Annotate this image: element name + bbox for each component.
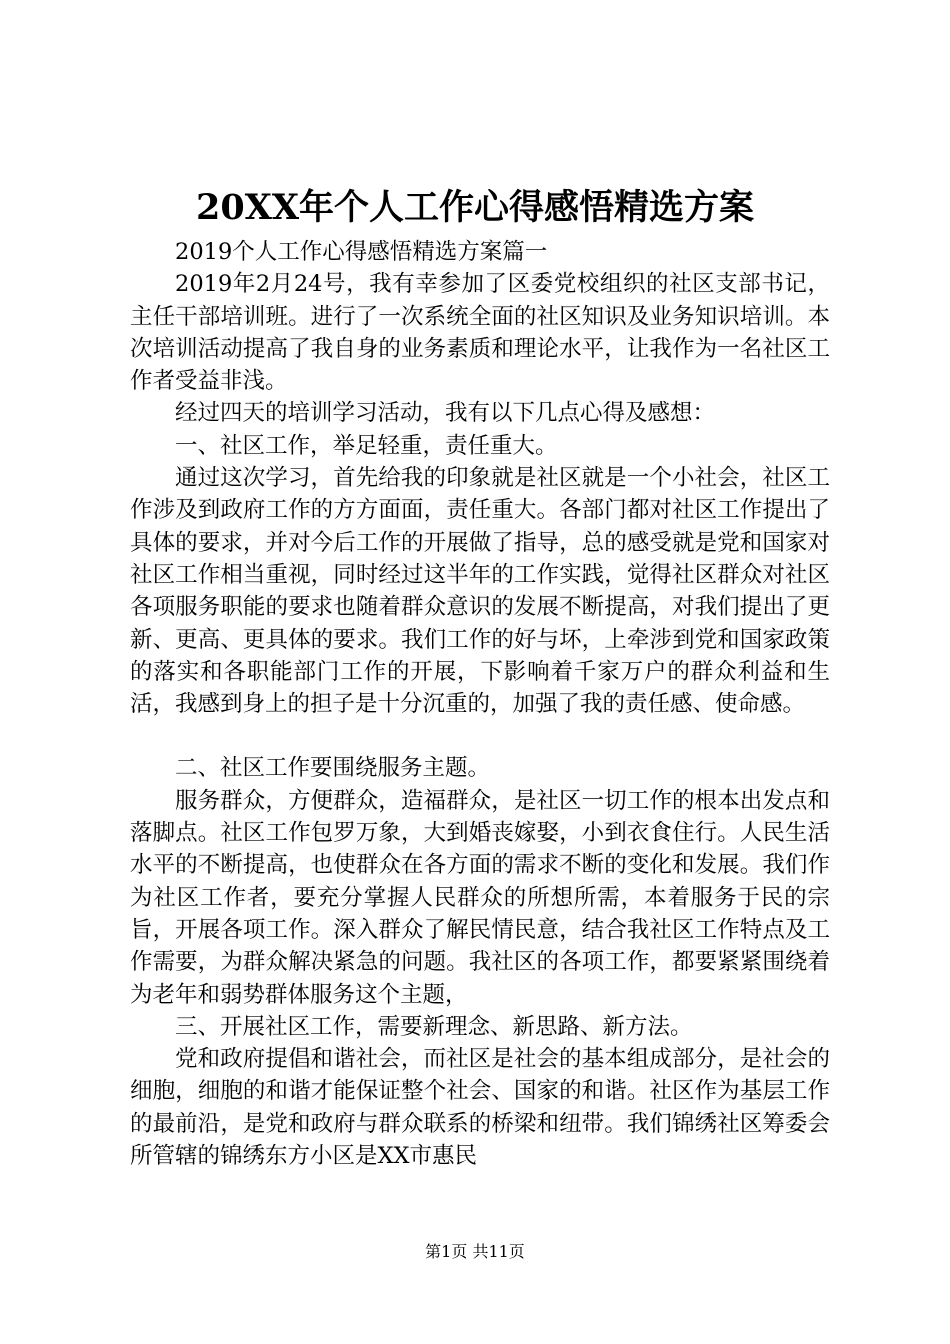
- section-heading: 一、社区工作，举足轻重，责任重大。: [175, 432, 558, 459]
- section-heading: 三、开展社区工作，需要新理念、新思路、新方法。: [175, 1013, 693, 1040]
- page-footer: 第1页 共11页: [425, 1242, 525, 1261]
- document-title: 20XX年个人工作心得感悟精选方案: [195, 187, 755, 228]
- paragraph: 服务群众，方便群众，造福群众，是社区一切工作的根本出发点和落脚点。社区工作包罗万象，大到婚丧嫁娶，小到衣食住行。人民生活水平的不断提高，也使群众在各方面的需求不断的变化和发展。我们作为社区工作者，要充分掌握人民群众的所想所需，本着服务于民的宗旨，开展各项工作。深入群众了解民情民意，结合我社区工作特点及工作需要，为群众解决紧急的问题。我社区的各项工作，都要紧紧围绕着为老年和弱势群体服务这个主题，: [130, 787, 830, 1008]
- paragraph: 党和政府提倡和谐社会，而社区是社会的基本组成部分，是社会的细胞，细胞的和谐才能保证整个社会、国家的和谐。社区作为基层工作的最前沿，是党和政府与群众联系的桥梁和纽带。我们锦绣社区筹委会所管辖的锦绣东方小区是XX市惠民: [130, 1046, 830, 1170]
- document-body: [130, 236, 830, 1172]
- section-heading: 二、社区工作要围绕服务主题。: [175, 755, 491, 782]
- section-heading: 2019个人工作心得感悟精选方案篇一: [175, 239, 548, 265]
- paragraph: 经过四天的培训学习活动，我有以下几点心得及感想：: [175, 400, 716, 427]
- paragraph: 通过这次学习，首先给我的印象就是社区就是一个小社会，社区工作涉及到政府工作的方方面面，责任重大。各部门都对社区工作提出了具体的要求，并对今后工作的开展做了指导，总的感受就是党和国家对社区工作相当重视，同时经过这半年的工作实践，觉得社区群众对社区各项服务职能的要求也随着群众意识的发展不断提高，对我们提出了更新、更高、更具体的要求。我们工作的好与坏，上牵涉到党和国家政策的落实和各职能部门工作的开展，下影响着千家万户的群众利益和生活，我感到身上的担子是十分沉重的，加强了我的责任感、使命感。: [130, 465, 830, 718]
- paragraph: 2019年2月24号，我有幸参加了区委党校组织的社区支部书记，主任干部培训班。进行了一次系统全面的社区知识及业务知识培训。本次培训活动提高了我自身的业务素质和理论水平，让我作为一名社区工作者受益非浅。: [130, 271, 830, 395]
- paragraph-gap: [130, 720, 830, 752]
